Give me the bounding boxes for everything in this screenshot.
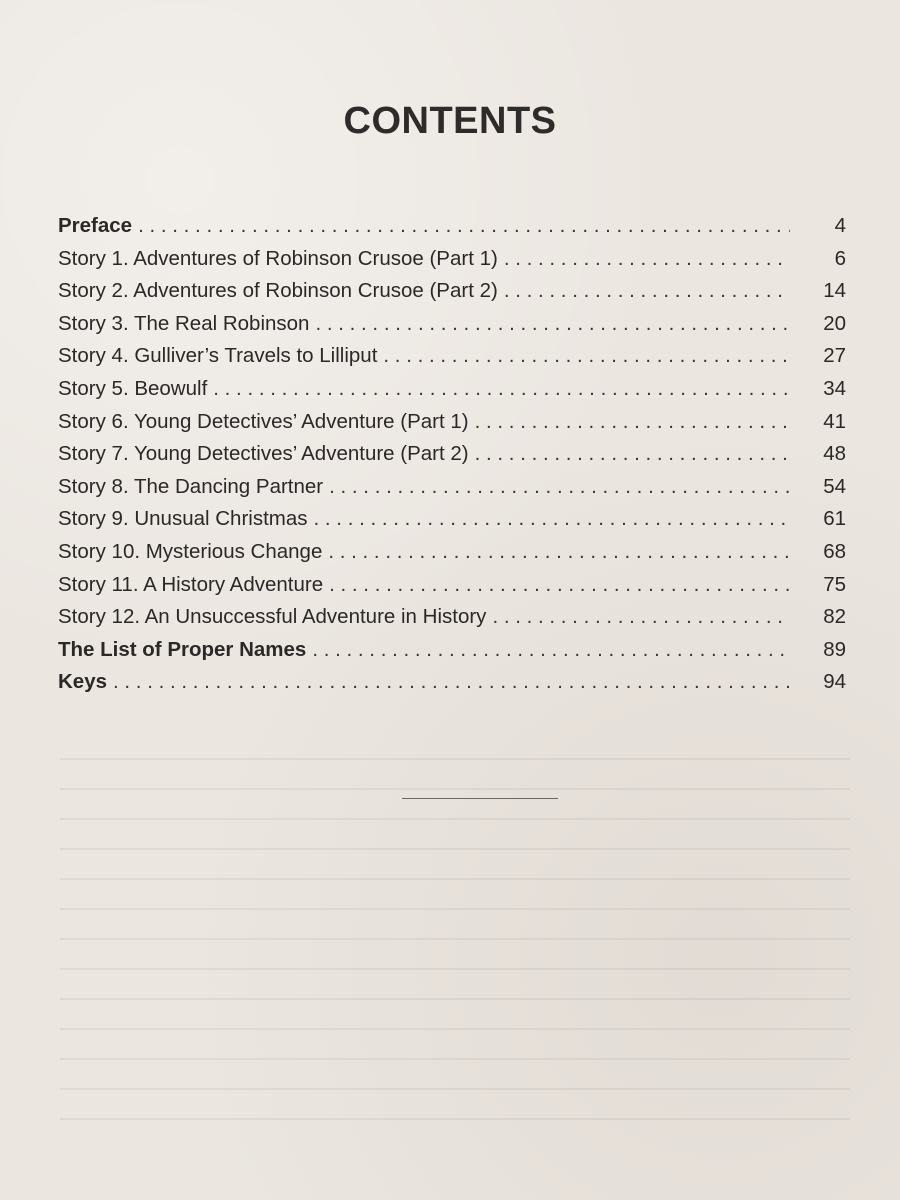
dot-leader [504,275,790,308]
toc-entry-page: 41 [823,409,846,433]
show-through-texture [60,730,850,1130]
divider-line [402,798,558,799]
dot-leader [315,308,790,341]
dot-leader [329,471,790,504]
dot-leader [492,601,790,634]
dot-leader [113,666,790,699]
dot-leader [504,243,790,276]
toc-entry-label: Story 8. The Dancing Partner [58,474,324,498]
toc-entry-story-6[interactable] [58,406,846,439]
toc-entry-label: Story 11. A History Adventure [58,572,324,596]
toc-entry-page: 14 [823,279,846,303]
toc-entry-story-11[interactable] [58,569,846,602]
toc-entry-page: 68 [823,539,846,563]
toc-entry-page: 61 [823,507,846,531]
toc-entry-story-4[interactable] [58,340,846,373]
toc-entry-story-1[interactable] [58,243,846,276]
toc-entry-story-3[interactable] [58,308,846,341]
toc-entry-page: 89 [823,637,846,661]
toc-entry-preface[interactable] [58,210,846,243]
toc-entry-label: Preface [58,214,133,237]
toc-entry-label: Story 7. Young Detectives’ Adventure (Part 2) [58,442,469,466]
dot-leader [383,340,790,373]
dot-leader [475,438,790,471]
toc-entry-page: 20 [823,311,846,335]
toc-entry-story-9[interactable] [58,503,846,536]
toc-entry-story-10[interactable] [58,536,846,569]
table-of-contents [58,210,846,699]
toc-entry-keys[interactable] [58,666,846,699]
toc-entry-label: Keys [58,670,108,694]
dot-leader [213,373,790,406]
toc-entry-page: 82 [823,605,846,629]
toc-entry-story-7[interactable] [58,438,846,471]
page-title: CONTENTS [343,100,557,142]
toc-entry-story-5[interactable] [58,373,846,406]
toc-entry-label: Story 9. Unusual Christmas [58,507,308,531]
toc-entry-page: 6 [834,246,846,270]
toc-entry-story-8[interactable] [58,471,846,504]
toc-entry-label: Story 1. Adventures of Robinson Crusoe (Part 1) [58,246,498,270]
toc-entry-label: The List of Proper Names [58,637,307,661]
dot-leader [314,503,790,536]
toc-entry-label: Story 4. Gulliver’s Travels to Lilliput [58,344,378,368]
toc-entry-page: 4 [834,214,846,237]
toc-entry-label: Story 2. Adventures of Robinson Crusoe (Part 2) [58,279,498,303]
dot-leader [328,536,790,569]
toc-entry-page: 27 [823,344,846,368]
dot-leader [329,569,790,602]
toc-entry-label: Story 12. An Unsuccessful Adventure in History [58,605,487,629]
toc-entry-page: 34 [823,376,846,400]
toc-entry-page: 48 [823,442,846,466]
toc-entry-story-12[interactable] [58,601,846,634]
dot-leader [312,634,790,667]
toc-entry-story-2[interactable] [58,275,846,308]
toc-entry-page: 75 [823,572,846,596]
dot-leader [475,406,790,439]
toc-entry-page: 94 [823,670,846,694]
dot-leader [138,210,790,243]
toc-entry-label: Story 5. Beowulf [58,376,208,400]
toc-entry-page: 54 [823,474,846,498]
toc-entry-label: Story 6. Young Detectives’ Adventure (Part 1) [58,409,469,433]
toc-entry-label: Story 10. Mysterious Change [58,539,323,563]
toc-entry-label: Story 3. The Real Robinson [58,311,310,335]
toc-entry-proper-names[interactable] [58,634,846,667]
